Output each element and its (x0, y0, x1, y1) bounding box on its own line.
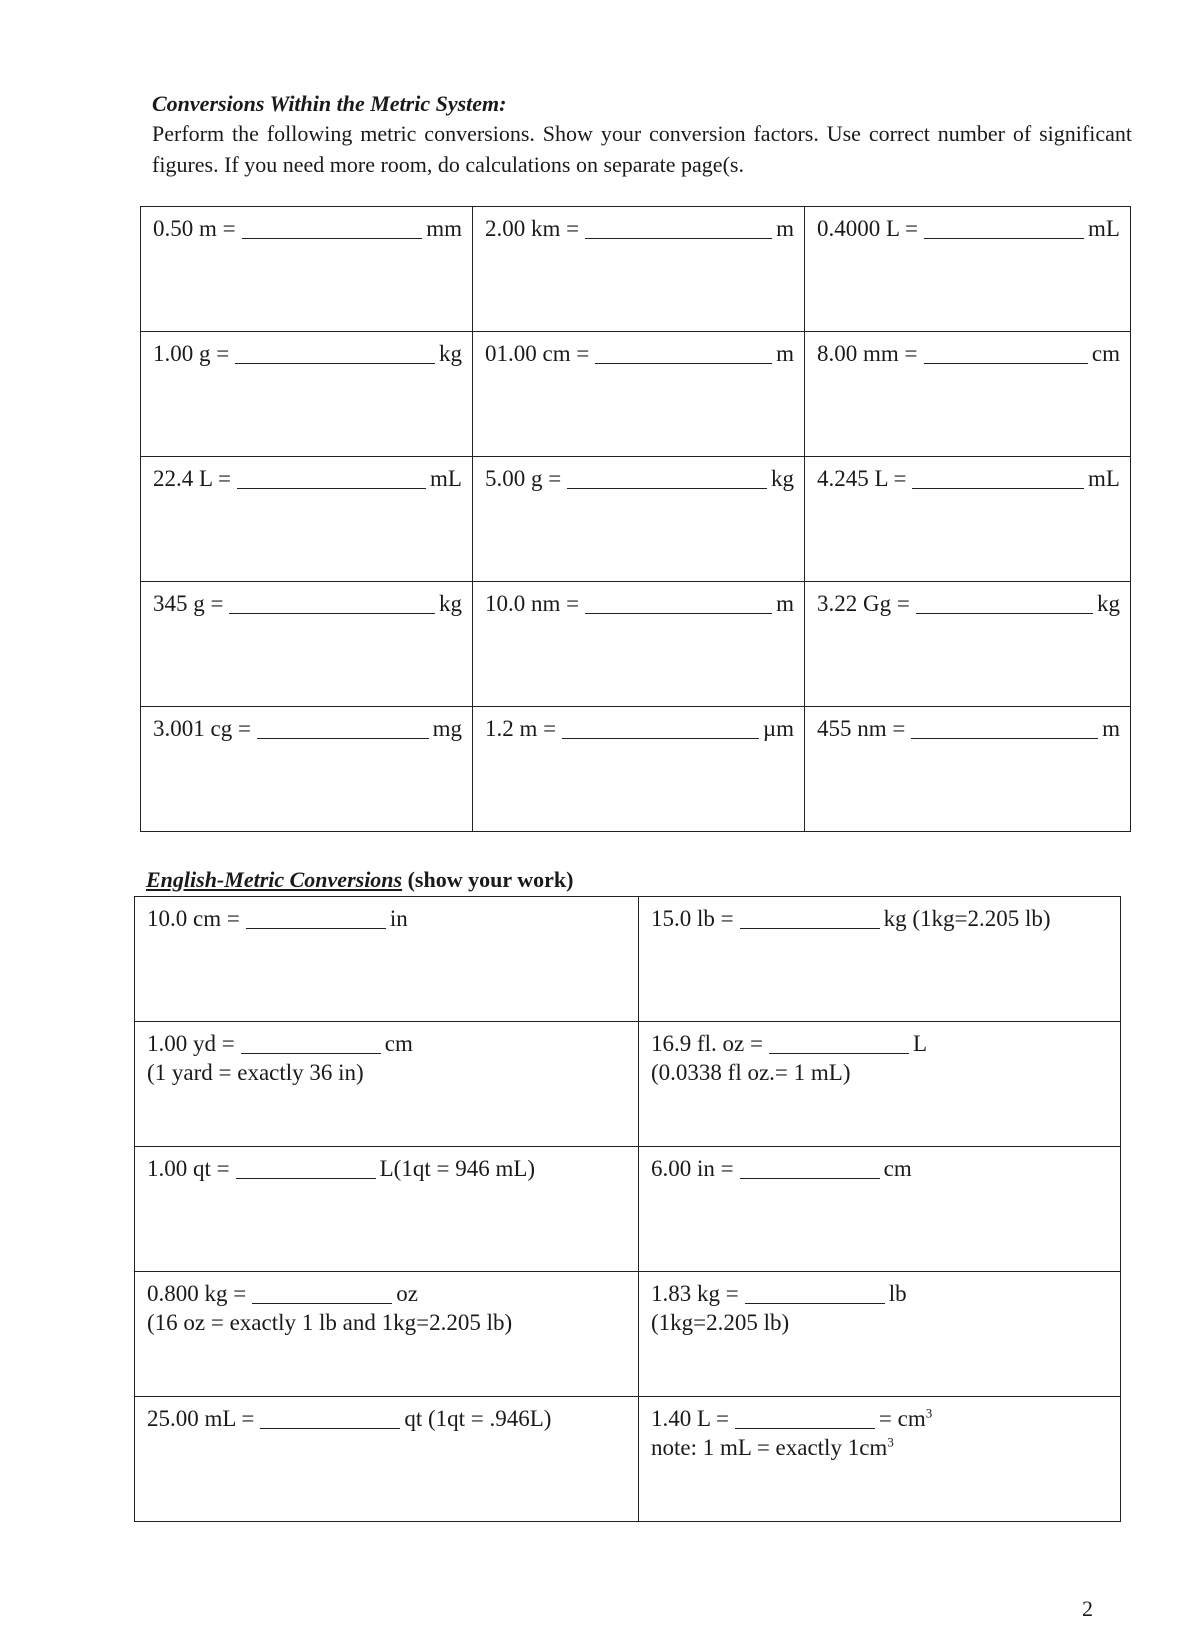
problem-quantity: 1.2 m = (485, 716, 557, 741)
answer-blank[interactable] (595, 341, 772, 364)
problem-unit: L (912, 1031, 928, 1056)
instructions-text: Perform the following metric conversions. Show your conversion factors. Use correct number of significant figures. If you need more room, do calculations on separate page(s. (152, 121, 1132, 177)
problem-unit: cm (1091, 341, 1120, 366)
table-row (135, 1397, 1121, 1522)
answer-blank[interactable] (237, 466, 426, 489)
answer-blank[interactable] (562, 716, 759, 739)
problem-unit: mL (1088, 216, 1120, 241)
page-number: 2 (1082, 1596, 1093, 1621)
answer-blank[interactable] (585, 216, 772, 239)
answer-blank[interactable] (916, 591, 1093, 614)
problem-cell (141, 582, 473, 707)
answer-blank[interactable] (260, 1406, 400, 1429)
answer-blank[interactable] (745, 1281, 885, 1304)
section-title-metric: Conversions Within the Metric System: (152, 91, 507, 116)
problem-quantity: 1.40 L = (651, 1406, 729, 1431)
problem-unit: qt (1qt = .946L) (404, 1406, 552, 1431)
problem-quantity: 455 nm = (817, 716, 906, 741)
problem-unit: µm (762, 716, 794, 741)
problem-unit: m (776, 341, 794, 366)
problem-cell (473, 707, 805, 832)
conversion-note: (1kg=2.205 lb) (651, 1310, 790, 1335)
problem-cell (135, 1272, 639, 1397)
problem-cell (135, 1022, 639, 1147)
problem-cell (639, 1397, 1121, 1522)
problem-quantity: 345 g = (153, 591, 224, 616)
answer-blank[interactable] (236, 1156, 376, 1179)
answer-blank[interactable] (585, 591, 772, 614)
problem-quantity: 0.800 kg = (147, 1281, 247, 1306)
problem-quantity: 5.00 g = (485, 466, 562, 491)
problem-quantity: 22.4 L = (153, 466, 231, 491)
problem-cell (141, 707, 473, 832)
problem-cell (473, 207, 805, 332)
problem-unit: kg (439, 591, 462, 616)
problem-unit (879, 1406, 932, 1432)
unit-exponent: 3 (925, 1405, 933, 1421)
table-row (135, 1022, 1121, 1147)
answer-blank[interactable] (252, 1281, 392, 1304)
problem-quantity: 1.00 qt = (147, 1156, 230, 1181)
conversion-note: (1 yard = exactly 36 in) (147, 1060, 364, 1085)
problem-cell (141, 207, 473, 332)
conversion-note: (0.0338 fl oz.= 1 mL) (651, 1060, 851, 1085)
problem-unit: lb (888, 1281, 907, 1306)
table-row (141, 707, 1131, 832)
problem-quantity: 6.00 in = (651, 1156, 734, 1181)
problem-unit: m (776, 591, 794, 616)
table-row (141, 332, 1131, 457)
problem-cell (805, 207, 1131, 332)
problem-quantity: 1.00 yd = (147, 1031, 235, 1056)
problem-unit: kg (439, 341, 462, 366)
problem-cell (639, 1147, 1121, 1272)
answer-blank[interactable] (911, 716, 1098, 739)
problem-quantity: 3.22 Gg = (817, 591, 910, 616)
note-text: note: 1 mL = exactly 1cm (651, 1435, 888, 1460)
problem-quantity: 1.83 kg = (651, 1281, 739, 1306)
problem-quantity: 0.50 m = (153, 216, 236, 241)
problem-cell (473, 457, 805, 582)
problem-quantity: 01.00 cm = (485, 341, 590, 366)
answer-blank[interactable] (235, 341, 435, 364)
answer-blank[interactable] (740, 1156, 880, 1179)
problem-unit: cm (384, 1031, 413, 1056)
problem-unit: in (389, 906, 408, 931)
problem-unit: mL (1088, 466, 1120, 491)
conversion-note (639, 1432, 1120, 1462)
problem-cell (805, 457, 1131, 582)
problem-cell (135, 1147, 639, 1272)
problem-cell (473, 582, 805, 707)
worksheet-header (152, 90, 1132, 180)
problem-cell (135, 897, 639, 1022)
problem-cell (141, 332, 473, 457)
problem-cell (639, 1272, 1121, 1397)
english-metric-table (134, 896, 1121, 1522)
problem-unit: kg (1097, 591, 1120, 616)
problem-quantity: 8.00 mm = (817, 341, 918, 366)
problem-unit: mm (426, 216, 462, 241)
table-row (135, 897, 1121, 1022)
table-row (135, 1147, 1121, 1272)
table-row (135, 1272, 1121, 1397)
problem-cell (805, 707, 1131, 832)
section-title-english (146, 866, 573, 894)
problem-quantity: 2.00 km = (485, 216, 580, 241)
problem-cell (473, 332, 805, 457)
conversion-note: (16 oz = exactly 1 lb and 1kg=2.205 lb) (147, 1310, 513, 1335)
problem-unit: mg (432, 716, 462, 741)
problem-cell (639, 897, 1121, 1022)
problem-quantity: 0.4000 L = (817, 216, 918, 241)
answer-blank[interactable] (769, 1031, 909, 1054)
answer-blank[interactable] (924, 341, 1088, 364)
answer-blank[interactable] (229, 591, 435, 614)
table-row (141, 457, 1131, 582)
problem-unit: m (776, 216, 794, 241)
section-title-english-main: English-Metric Conversions (146, 867, 403, 892)
answer-blank[interactable] (257, 716, 429, 739)
answer-blank[interactable] (740, 906, 880, 929)
section-title-english-sub: (show your work) (402, 867, 574, 892)
problem-unit: L(1qt = 946 mL) (379, 1156, 536, 1181)
problem-unit: kg (771, 466, 794, 491)
table-row (141, 582, 1131, 707)
unit-text: = cm (878, 1406, 926, 1431)
answer-blank[interactable] (567, 466, 767, 489)
answer-blank[interactable] (924, 216, 1084, 239)
problem-cell (141, 457, 473, 582)
problem-unit: kg (1kg=2.205 lb) (883, 906, 1051, 931)
answer-blank[interactable] (241, 1031, 381, 1054)
problem-quantity: 10.0 cm = (147, 906, 240, 931)
problem-unit: cm (883, 1156, 912, 1181)
table-row (141, 207, 1131, 332)
problem-cell (805, 332, 1131, 457)
answer-blank[interactable] (735, 1406, 875, 1429)
problem-cell (805, 582, 1131, 707)
problem-unit: oz (396, 1281, 418, 1306)
note-exponent: 3 (887, 1434, 894, 1450)
answer-blank[interactable] (242, 216, 423, 239)
problem-unit: mL (430, 466, 462, 491)
answer-blank[interactable] (912, 466, 1084, 489)
problem-quantity: 16.9 fl. oz = (651, 1031, 763, 1056)
problem-quantity: 10.0 nm = (485, 591, 580, 616)
problem-unit: m (1102, 716, 1120, 741)
problem-cell (135, 1397, 639, 1522)
problem-quantity: 1.00 g = (153, 341, 230, 366)
problem-quantity: 3.001 cg = (153, 716, 251, 741)
answer-blank[interactable] (246, 906, 386, 929)
problem-quantity: 4.245 L = (817, 466, 907, 491)
problem-quantity: 15.0 lb = (651, 906, 734, 931)
metric-conversions-table (140, 206, 1131, 832)
problem-cell (639, 1022, 1121, 1147)
problem-quantity: 25.00 mL = (147, 1406, 255, 1431)
